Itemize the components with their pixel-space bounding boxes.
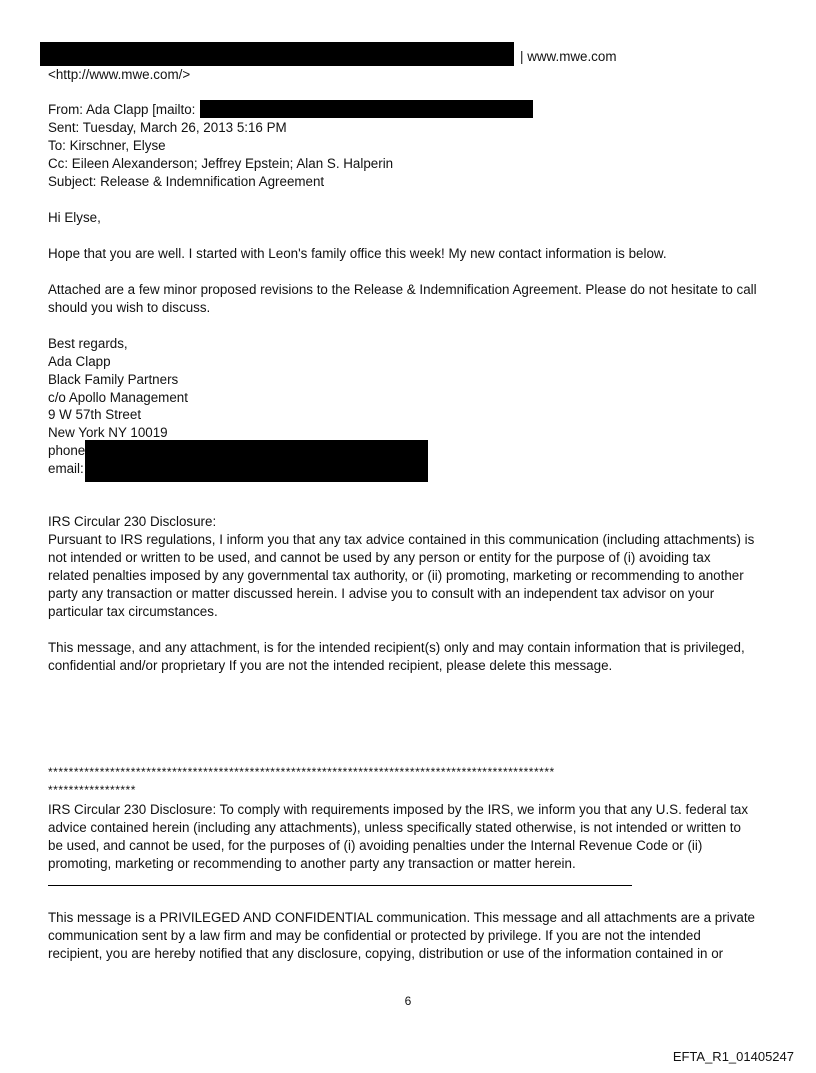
signature-email-label: email: [48, 461, 84, 476]
signature-name: Ada Clapp [48, 354, 111, 369]
horizontal-divider [48, 885, 632, 886]
disclaimer-2-line: IRS Circular 230 Disclosure: To comply with requirements imposed by the IRS, we inform you that any U.S. federal tax [48, 802, 749, 817]
signature-city: New York NY 10019 [48, 425, 168, 440]
privileged-notice-line: communication sent by a law firm and may be confidential or protected by privilege. If you are not the intended [48, 928, 701, 943]
signature-phone-label: phone [48, 443, 86, 458]
disclaimer-1-line: not intended or written to be used, and cannot be used by any person or entity for the purpose of (i) avoiding tax [48, 550, 711, 565]
body-paragraph-1: Hope that you are well. I started with Leon's family office this week! My new contact information is below. [48, 246, 667, 261]
disclaimer-1-line: particular tax circumstances. [48, 604, 218, 619]
redaction-from-email [200, 100, 533, 118]
privileged-notice-line: recipient, you are hereby notified that any disclosure, copying, distribution or use of the information contained in or [48, 946, 724, 961]
redaction-header [40, 42, 514, 66]
signature-company: Black Family Partners [48, 372, 179, 387]
page-number: 6 [404, 994, 412, 1008]
disclaimer-2-line: promoting, marketing or recommending to another party any transaction or matter herein. [48, 856, 576, 871]
disclaimer-1-line: related penalties imposed by any governmental tax authority, or (ii) promoting, marketing or recommending to another [48, 568, 744, 583]
privileged-notice-line: This message is a PRIVILEGED AND CONFIDENTIAL communication. This message and all attachments are a private [48, 910, 756, 925]
bates-number: EFTA_R1_01405247 [672, 1049, 794, 1064]
disclaimer-1-line: Pursuant to IRS regulations, I inform you that any tax advice contained in this communication (including attachments) is [48, 532, 755, 547]
website-url-line: <http://www.mwe.com/> [48, 67, 191, 82]
signature-care-of: c/o Apollo Management [48, 390, 188, 405]
disclaimer-2-line: advice contained herein (including any attachments), unless specifically stated otherwise, is not intended or written to [48, 820, 741, 835]
email-cc: Cc: Eileen Alexanderson; Jeffrey Epstein; Alan S. Halperin [48, 156, 394, 171]
greeting: Hi Elyse, [48, 210, 101, 225]
confidentiality-line: This message, and any attachment, is for the intended recipient(s) only and may contain information that is privileged, [48, 640, 745, 655]
confidentiality-line: confidential and/or proprietary If you are not the intended recipient, please delete this message. [48, 658, 613, 673]
email-subject: Subject: Release & Indemnification Agreement [48, 174, 325, 189]
asterisk-separator-line-1: ************************************************************************************************** [48, 765, 555, 779]
disclaimer-2-line: be used, and cannot be used, for the purposes of (i) avoiding penalties under the Internal Revenue Code or (ii) [48, 838, 703, 853]
disclaimer-1-title: IRS Circular 230 Disclosure: [48, 514, 217, 529]
website-text: | www.mwe.com [520, 49, 617, 64]
signature-closing: Best regards, [48, 336, 128, 351]
redaction-contact-info [85, 440, 428, 482]
body-paragraph-2-line-1: Attached are a few minor proposed revisions to the Release & Indemnification Agreement. Please do not hesitate to call [48, 282, 757, 297]
disclaimer-1-line: party any transaction or matter discussed herein. I advise you to consult with an independent tax advisor on your [48, 586, 715, 601]
signature-street: 9 W 57th Street [48, 407, 142, 422]
email-sent: Sent: Tuesday, March 26, 2013 5:16 PM [48, 120, 287, 135]
email-from: From: Ada Clapp [mailto: [48, 102, 196, 117]
asterisk-separator-line-2: ***************** [48, 783, 136, 797]
email-to: To: Kirschner, Elyse [48, 138, 166, 153]
body-paragraph-2-line-2: should you wish to discuss. [48, 300, 211, 315]
